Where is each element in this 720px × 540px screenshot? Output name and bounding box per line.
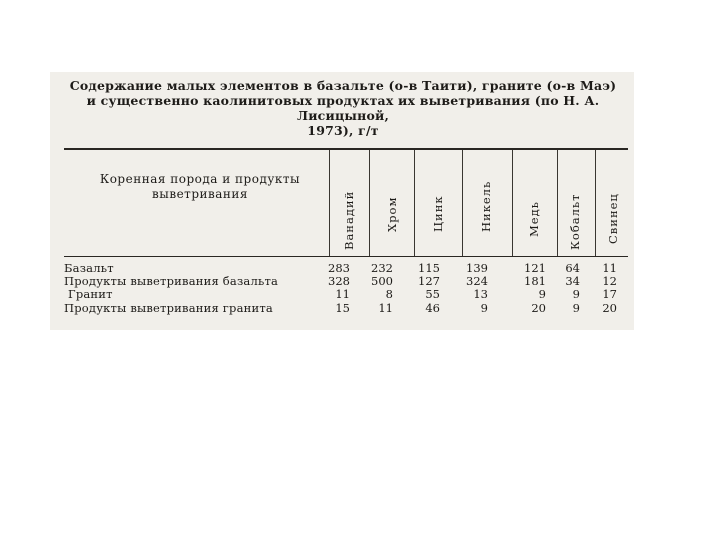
column-header-vanadium: Ванадий	[342, 190, 356, 250]
cell-value: 20	[531, 301, 546, 315]
cell-value: 9	[538, 287, 546, 301]
row-header	[80, 172, 320, 202]
cell-value: 64	[565, 261, 580, 275]
row-label: Базальт	[64, 261, 114, 275]
cell-value: 8	[385, 287, 393, 301]
column-header-cobalt: Кобальт	[568, 193, 582, 250]
column-divider	[462, 150, 463, 256]
column-header-copper: Медь	[527, 201, 541, 237]
cell-value: 9	[480, 301, 488, 315]
cell-value: 139	[466, 261, 488, 275]
column-divider	[557, 150, 558, 256]
cell-value: 324	[466, 274, 488, 288]
cell-value: 283	[328, 261, 350, 275]
column-divider	[329, 150, 330, 256]
cell-value: 15	[335, 301, 350, 315]
cell-value: 12	[602, 274, 617, 288]
cell-value: 500	[371, 274, 393, 288]
cell-value: 115	[418, 261, 440, 275]
caption-line-1: Содержание малых элементов в базальте (о-в Таити), граните (о-в Маэ)	[69, 78, 617, 93]
top-rule	[64, 148, 628, 150]
cell-value: 9	[572, 301, 580, 315]
cell-value: 121	[524, 261, 546, 275]
column-divider	[369, 150, 370, 256]
scanned-table	[50, 72, 634, 330]
cell-value: 127	[418, 274, 440, 288]
cell-value: 46	[425, 301, 440, 315]
cell-value: 55	[425, 287, 440, 301]
cell-value: 328	[328, 274, 350, 288]
row-label: Продукты выветривания базальта	[64, 274, 279, 288]
column-divider	[414, 150, 415, 256]
cell-value: 17	[602, 287, 617, 301]
cell-value: 181	[524, 274, 546, 288]
row-label: Продукты выветривания гранита	[64, 301, 273, 315]
caption-line-3: 1973), г/т	[307, 123, 379, 138]
cell-value: 11	[335, 287, 350, 301]
column-header-chromium: Хром	[385, 196, 399, 232]
column-divider	[512, 150, 513, 256]
column-divider	[595, 150, 596, 256]
header-bottom-rule	[64, 256, 628, 257]
cell-value: 11	[378, 301, 393, 315]
cell-value: 11	[602, 261, 617, 275]
row-header-line-1: Коренная порода и продукты	[99, 172, 301, 186]
table-caption	[60, 78, 626, 138]
cell-value: 13	[473, 287, 488, 301]
column-header-nickel: Никель	[479, 180, 493, 232]
cell-value: 232	[371, 261, 393, 275]
cell-value: 34	[565, 274, 580, 288]
caption-line-2: и существенно каолинитовых продуктах их выветривания (по Н. А. Лисицыной,	[86, 93, 600, 123]
cell-value: 9	[572, 287, 580, 301]
row-header-line-2: выветривания	[152, 187, 248, 201]
column-header-zinc: Цинк	[431, 195, 445, 232]
cell-value: 20	[602, 301, 617, 315]
column-header-lead: Свинец	[606, 193, 620, 244]
row-label: Гранит	[68, 287, 113, 301]
